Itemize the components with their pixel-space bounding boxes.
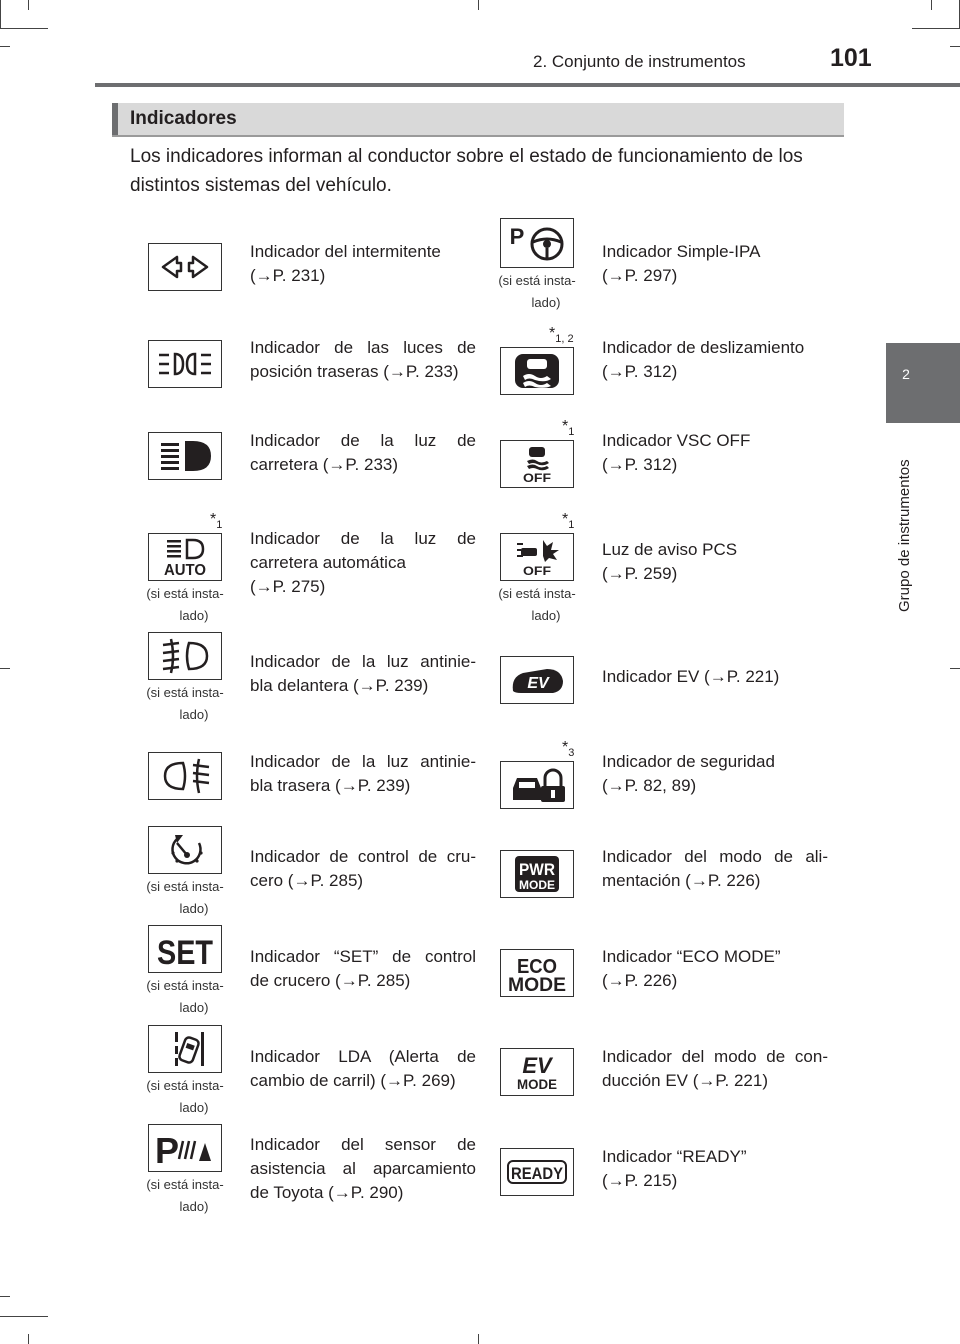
description-line: Indicador de las luces de [250,338,476,357]
description-line: (→P. 82, 89) [602,776,697,795]
footnote-marker: $*_1$ [562,511,575,532]
ev-icon [500,656,574,704]
vsc-off-icon [500,440,574,488]
indicator-description [250,1045,476,1093]
description-line: Indicador Simple-IPA [602,242,761,261]
indicator-description [602,665,828,689]
description-line: Indicador “SET” de control [250,947,476,966]
indicator-description [602,1045,828,1093]
cruise-control-icon [148,826,222,874]
description-line: Indicador de deslizamiento [602,338,805,357]
indicator-description [250,527,476,599]
description-line: bla delantera (→P. 239) [250,676,429,695]
chapter-tab-number: 2 [902,366,910,382]
indicator-description [602,945,828,993]
description-line: de Toyota (→P. 290) [250,1183,404,1202]
svg-text:PWR: PWR [519,860,555,879]
description-line: Indicador del intermitente [250,242,441,261]
simple-ipa-icon [500,218,574,268]
footnote-marker: $*_3$ [562,739,575,760]
svg-text:OFF: OFF [523,471,551,485]
description-line: bla trasera (→P. 239) [250,776,411,795]
ev-mode-icon [500,1048,574,1096]
tail-light-icon [148,340,222,388]
indicator-description [602,429,828,477]
description-line: asistencia al aparcamiento [250,1159,476,1178]
description-line: (→P. 312) [602,362,678,381]
footnote-marker: $*_1$ [562,418,575,439]
indicator-description [250,429,476,477]
svg-text:SET: SET [157,934,214,972]
svg-text:OFF: OFF [523,564,551,578]
svg-text:AUTO: AUTO [164,562,206,579]
description-line: (→P. 231) [250,266,326,285]
description-line: cero (→P. 285) [250,871,364,890]
indicator-description [250,945,476,993]
installed-note: (si está insta- lado) [146,586,224,623]
description-line: Indicador “READY” [602,1147,747,1166]
indicator-description [250,336,476,384]
auto-high-beam-icon [148,533,222,581]
description-line: Indicador EV (→P. 221) [602,667,780,686]
description-line: (→P. 297) [602,266,678,285]
front-fog-icon [148,632,222,680]
description-line: (→P. 275) [250,577,326,596]
lda-icon [148,1025,222,1073]
description-line: Indicador de la luz de [250,529,476,548]
footnote-marker: $*_1$ [210,511,223,532]
description-line: mentación (→P. 226) [602,871,761,890]
description-line: carretera automática [250,553,406,572]
ready-icon [500,1148,574,1196]
security-icon [500,761,574,809]
description-line: Luz de aviso PCS [602,540,738,559]
chapter-tab-title: Grupo de instrumentos [896,459,913,612]
description-line: carretera (→P. 233) [250,455,399,474]
description-line: Indicador “ECO MODE” [602,947,781,966]
chapter-tab [886,343,960,423]
svg-text:P: P [509,224,525,249]
section-title: Indicadores [130,108,237,129]
indicator-description [602,1145,828,1193]
indicator-description [250,240,476,288]
section-header [112,103,844,137]
installed-note: (si está insta- lado) [146,879,224,916]
svg-text:ECO: ECO [517,956,557,978]
indicator-description [602,336,828,384]
description-line: Indicador del sensor de [250,1135,476,1154]
description-line: (→P. 312) [602,455,678,474]
svg-text:READY: READY [511,1164,564,1183]
header-rule [95,83,960,87]
chapter-title: 2. Conjunto de instrumentos [533,52,746,71]
indicator-description [602,750,828,798]
description-line: Indicador de control de cru- [250,847,476,866]
indicator-description [602,845,828,893]
svg-text:MODE: MODE [519,878,555,892]
indicator-description [250,750,476,798]
description-line: (→P. 215) [602,1171,678,1190]
description-line: de crucero (→P. 285) [250,971,411,990]
set-icon [148,925,222,973]
eco-mode-icon [500,949,574,997]
installed-note: (si está insta- lado) [146,1177,224,1214]
intro-paragraph: Los indicadores informan al conductor sobre el estado de funcionamiento de los distintos sistemas del vehículo. [130,146,803,196]
indicator-description [602,538,828,586]
parking-sensor-icon [148,1124,222,1172]
installed-note: (si está insta- lado) [146,685,224,722]
turn-signal-icon [148,243,222,291]
description-line: Indicador de la luz antinie- [250,752,476,771]
installed-note: (si está insta- lado) [146,978,224,1015]
description-line: Indicador LDA (Alerta de [250,1047,476,1066]
description-line: Indicador de seguridad [602,752,775,771]
pwr-mode-icon [500,850,574,898]
description-line: Indicador del modo de ali- [602,847,828,866]
footnote-marker: $*_{1, 2}$ [549,325,574,346]
svg-text:MODE: MODE [508,975,566,996]
description-line: Indicador VSC OFF [602,431,751,450]
indicator-description [250,845,476,893]
indicator-description [250,1133,476,1205]
svg-text:P: P [154,1130,180,1171]
indicator-description [602,240,828,288]
indicator-description [250,650,476,698]
installed-note: (si está insta- lado) [498,273,576,310]
page-number: 101 [830,44,872,72]
pcs-icon [500,533,574,581]
high-beam-icon [148,432,222,480]
rear-fog-icon [148,752,222,800]
svg-text:EV: EV [527,675,549,692]
description-line: (→P. 259) [602,564,678,583]
svg-text:EV: EV [522,1053,552,1078]
installed-note: (si está insta- lado) [498,586,576,623]
installed-note: (si está insta- lado) [146,1078,224,1115]
slip-icon [500,347,574,395]
description-line: ducción EV (→P. 221) [602,1071,768,1090]
description-line: Indicador del modo de con- [602,1047,828,1066]
description-line: (→P. 226) [602,971,678,990]
svg-text:MODE: MODE [517,1076,557,1092]
description-line: cambio de carril) (→P. 269) [250,1071,456,1090]
description-line: Indicador de la luz de [250,431,476,450]
description-line: posición traseras (→P. 233) [250,362,459,381]
description-line: Indicador de la luz antinie- [250,652,476,671]
